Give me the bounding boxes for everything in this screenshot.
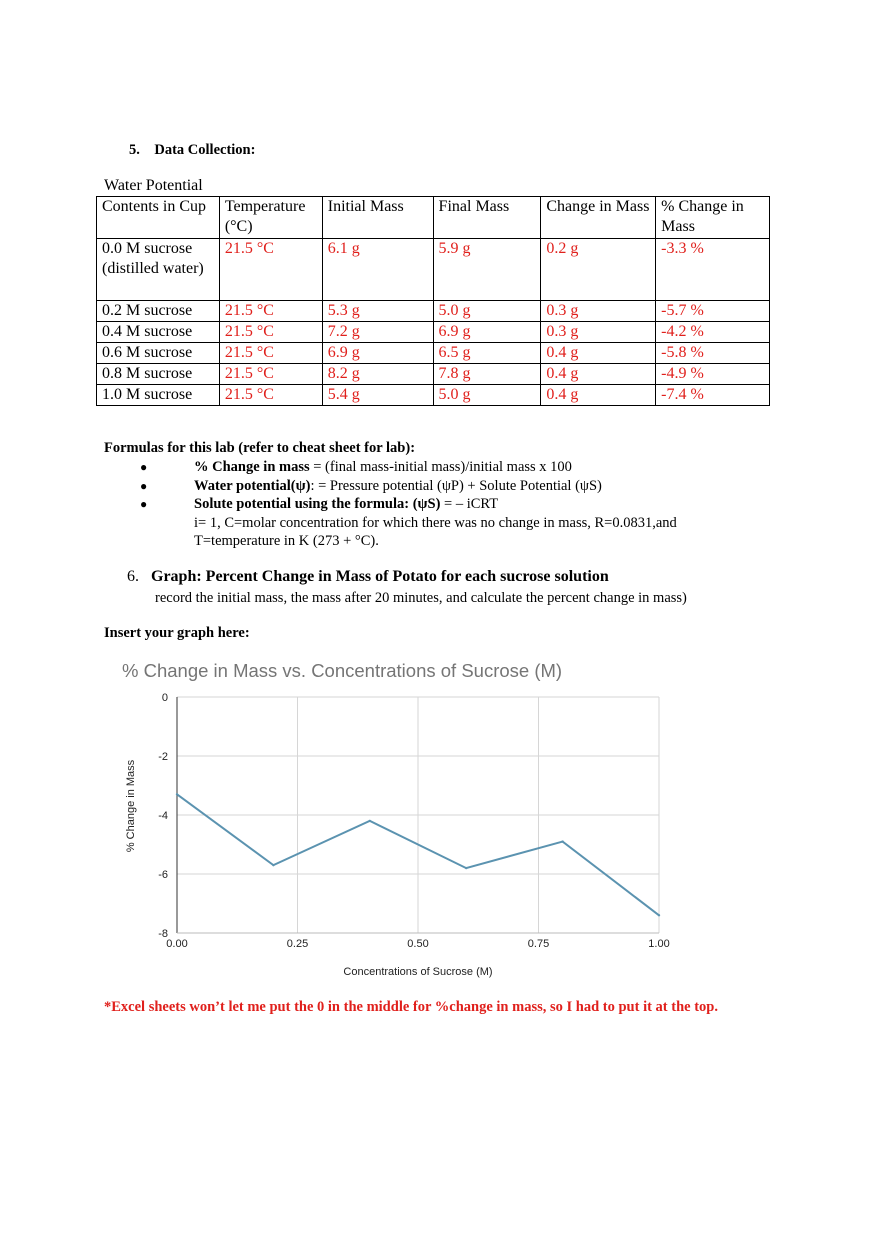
table-row (97, 343, 770, 364)
table-cell: -4.2 % (656, 322, 770, 343)
table-cell: 0.3 g (541, 301, 656, 322)
table-row (97, 239, 770, 301)
section-number: 5. (129, 142, 140, 158)
header-cell: Initial Mass (322, 197, 433, 239)
table-cell: 21.5 °C (219, 301, 322, 322)
x-tick-label: 0.50 (407, 938, 429, 950)
x-tick-label: 1.00 (648, 938, 670, 950)
table-cell: 0.4 g (541, 343, 656, 364)
formula-item (140, 477, 740, 496)
table-cell: 0.8 M sucrose (97, 364, 220, 385)
table-cell: 1.0 M sucrose (97, 385, 220, 406)
data-point (369, 820, 371, 822)
table-cell: -3.3 % (656, 239, 770, 301)
formulas-heading: Formulas for this lab (refer to cheat sheet for lab): (104, 440, 416, 456)
formula-item (140, 495, 740, 551)
percent-change-chart (110, 650, 680, 985)
table-cell: 21.5 °C (219, 322, 322, 343)
graph-section-title (127, 568, 609, 586)
y-tick-label: -6 (158, 869, 168, 881)
formula-text: = – iCRT (440, 496, 499, 512)
table-cell: 6.9 g (433, 322, 541, 343)
graph-section-subtitle: record the initial mass, the mass after 20 minutes, and calculate the percent change in mass) (155, 590, 687, 606)
table-cell: 21.5 °C (219, 343, 322, 364)
y-tick-label: -2 (158, 751, 168, 763)
y-tick-label: 0 (161, 692, 168, 704)
table-row (97, 301, 770, 322)
section-title (129, 142, 255, 159)
table-cell: 6.1 g (322, 239, 433, 301)
table-cell: 7.2 g (322, 322, 433, 343)
chart-title: % Change in Mass vs. Concentrations of Sucrose (M) (122, 660, 563, 681)
data-point (658, 914, 660, 916)
excel-note: *Excel sheets won’t let me put the 0 in the middle for %change in mass, so I had to put it at the top. (104, 999, 718, 1015)
table-header-row (97, 197, 770, 239)
table-cell: 0.4 g (541, 364, 656, 385)
formula-term: Water potential(ψ) (194, 477, 311, 494)
x-tick-labels (166, 938, 669, 950)
table-cell: 7.8 g (433, 364, 541, 385)
table-cell: -4.9 % (656, 364, 770, 385)
table-row (97, 364, 770, 385)
table-cell: 5.0 g (433, 301, 541, 322)
table-cell: 0.4 g (541, 385, 656, 406)
table-cell: 5.3 g (322, 301, 433, 322)
header-cell: Contents in Cup (97, 197, 220, 239)
formula-term: % Change in mass (194, 459, 310, 475)
header-cell: Change in Mass (541, 197, 656, 239)
x-axis-label: Concentrations of Sucrose (M) (343, 966, 493, 978)
table-cell: 6.5 g (433, 343, 541, 364)
data-point (561, 840, 563, 842)
y-tick-labels (158, 692, 168, 940)
table-row (97, 322, 770, 343)
water-potential-table (96, 196, 770, 406)
formula-list (140, 458, 740, 551)
data-point (272, 864, 274, 866)
formula-item (140, 458, 740, 477)
table-cell: 8.2 g (322, 364, 433, 385)
x-tick-label: 0.75 (527, 938, 550, 950)
table-cell: 21.5 °C (219, 385, 322, 406)
y-tick-label: -8 (158, 928, 168, 940)
formula-text: = (final mass-initial mass)/initial mass x 100 (309, 459, 572, 475)
graph-section-title-text: Graph: Percent Change in Mass of Potato for each sucrose solution (151, 568, 609, 585)
table-cell: 0.2 g (541, 239, 656, 301)
table-cell: -7.4 % (656, 385, 770, 406)
table-cell: -5.7 % (656, 301, 770, 322)
insert-graph-label: Insert your graph here: (104, 625, 250, 641)
table-cell: 21.5 °C (219, 364, 322, 385)
table-caption: Water Potential (104, 177, 203, 194)
header-cell: Temperature (°C) (219, 197, 322, 239)
x-tick-label: 0.00 (166, 938, 188, 950)
table-cell: 0.0 M sucrose (distilled water) (97, 239, 220, 301)
table-cell: 0.2 M sucrose (97, 301, 220, 322)
table-cell: 5.0 g (433, 385, 541, 406)
bullet-icon: ● (140, 497, 148, 511)
x-tick-label: 0.25 (286, 938, 309, 950)
bullet-icon: ● (140, 478, 148, 493)
table-cell: 6.9 g (322, 343, 433, 364)
formula-text: : = Pressure potential (ψP) + Solute Potential (ψS) (310, 477, 602, 494)
table-cell: 0.6 M sucrose (97, 343, 220, 364)
table-cell: -5.8 % (656, 343, 770, 364)
formula-term: Solute potential using the formula: (ψS) (194, 496, 441, 512)
chart-grid (177, 697, 659, 933)
formula-note: i= 1, C=molar concentration for which there was no change in mass, R=0.0831,and T=temperature in K (273 + °C). (194, 514, 677, 549)
y-axis-label: % Change in Mass (125, 759, 137, 853)
table-cell: 21.5 °C (219, 239, 322, 301)
table-cell: 5.9 g (433, 239, 541, 301)
data-point (465, 867, 467, 869)
section-title-text: Data Collection: (154, 142, 256, 158)
bullet-icon: ● (140, 460, 148, 474)
graph-section-number: 6. (127, 568, 139, 585)
data-point (176, 793, 178, 795)
table-cell: 5.4 g (322, 385, 433, 406)
header-cell: % Change in Mass (656, 197, 770, 239)
header-cell: Final Mass (433, 197, 541, 239)
table-row (97, 385, 770, 406)
table-cell: 0.4 M sucrose (97, 322, 220, 343)
y-tick-label: -4 (158, 810, 168, 822)
table-cell: 0.3 g (541, 322, 656, 343)
